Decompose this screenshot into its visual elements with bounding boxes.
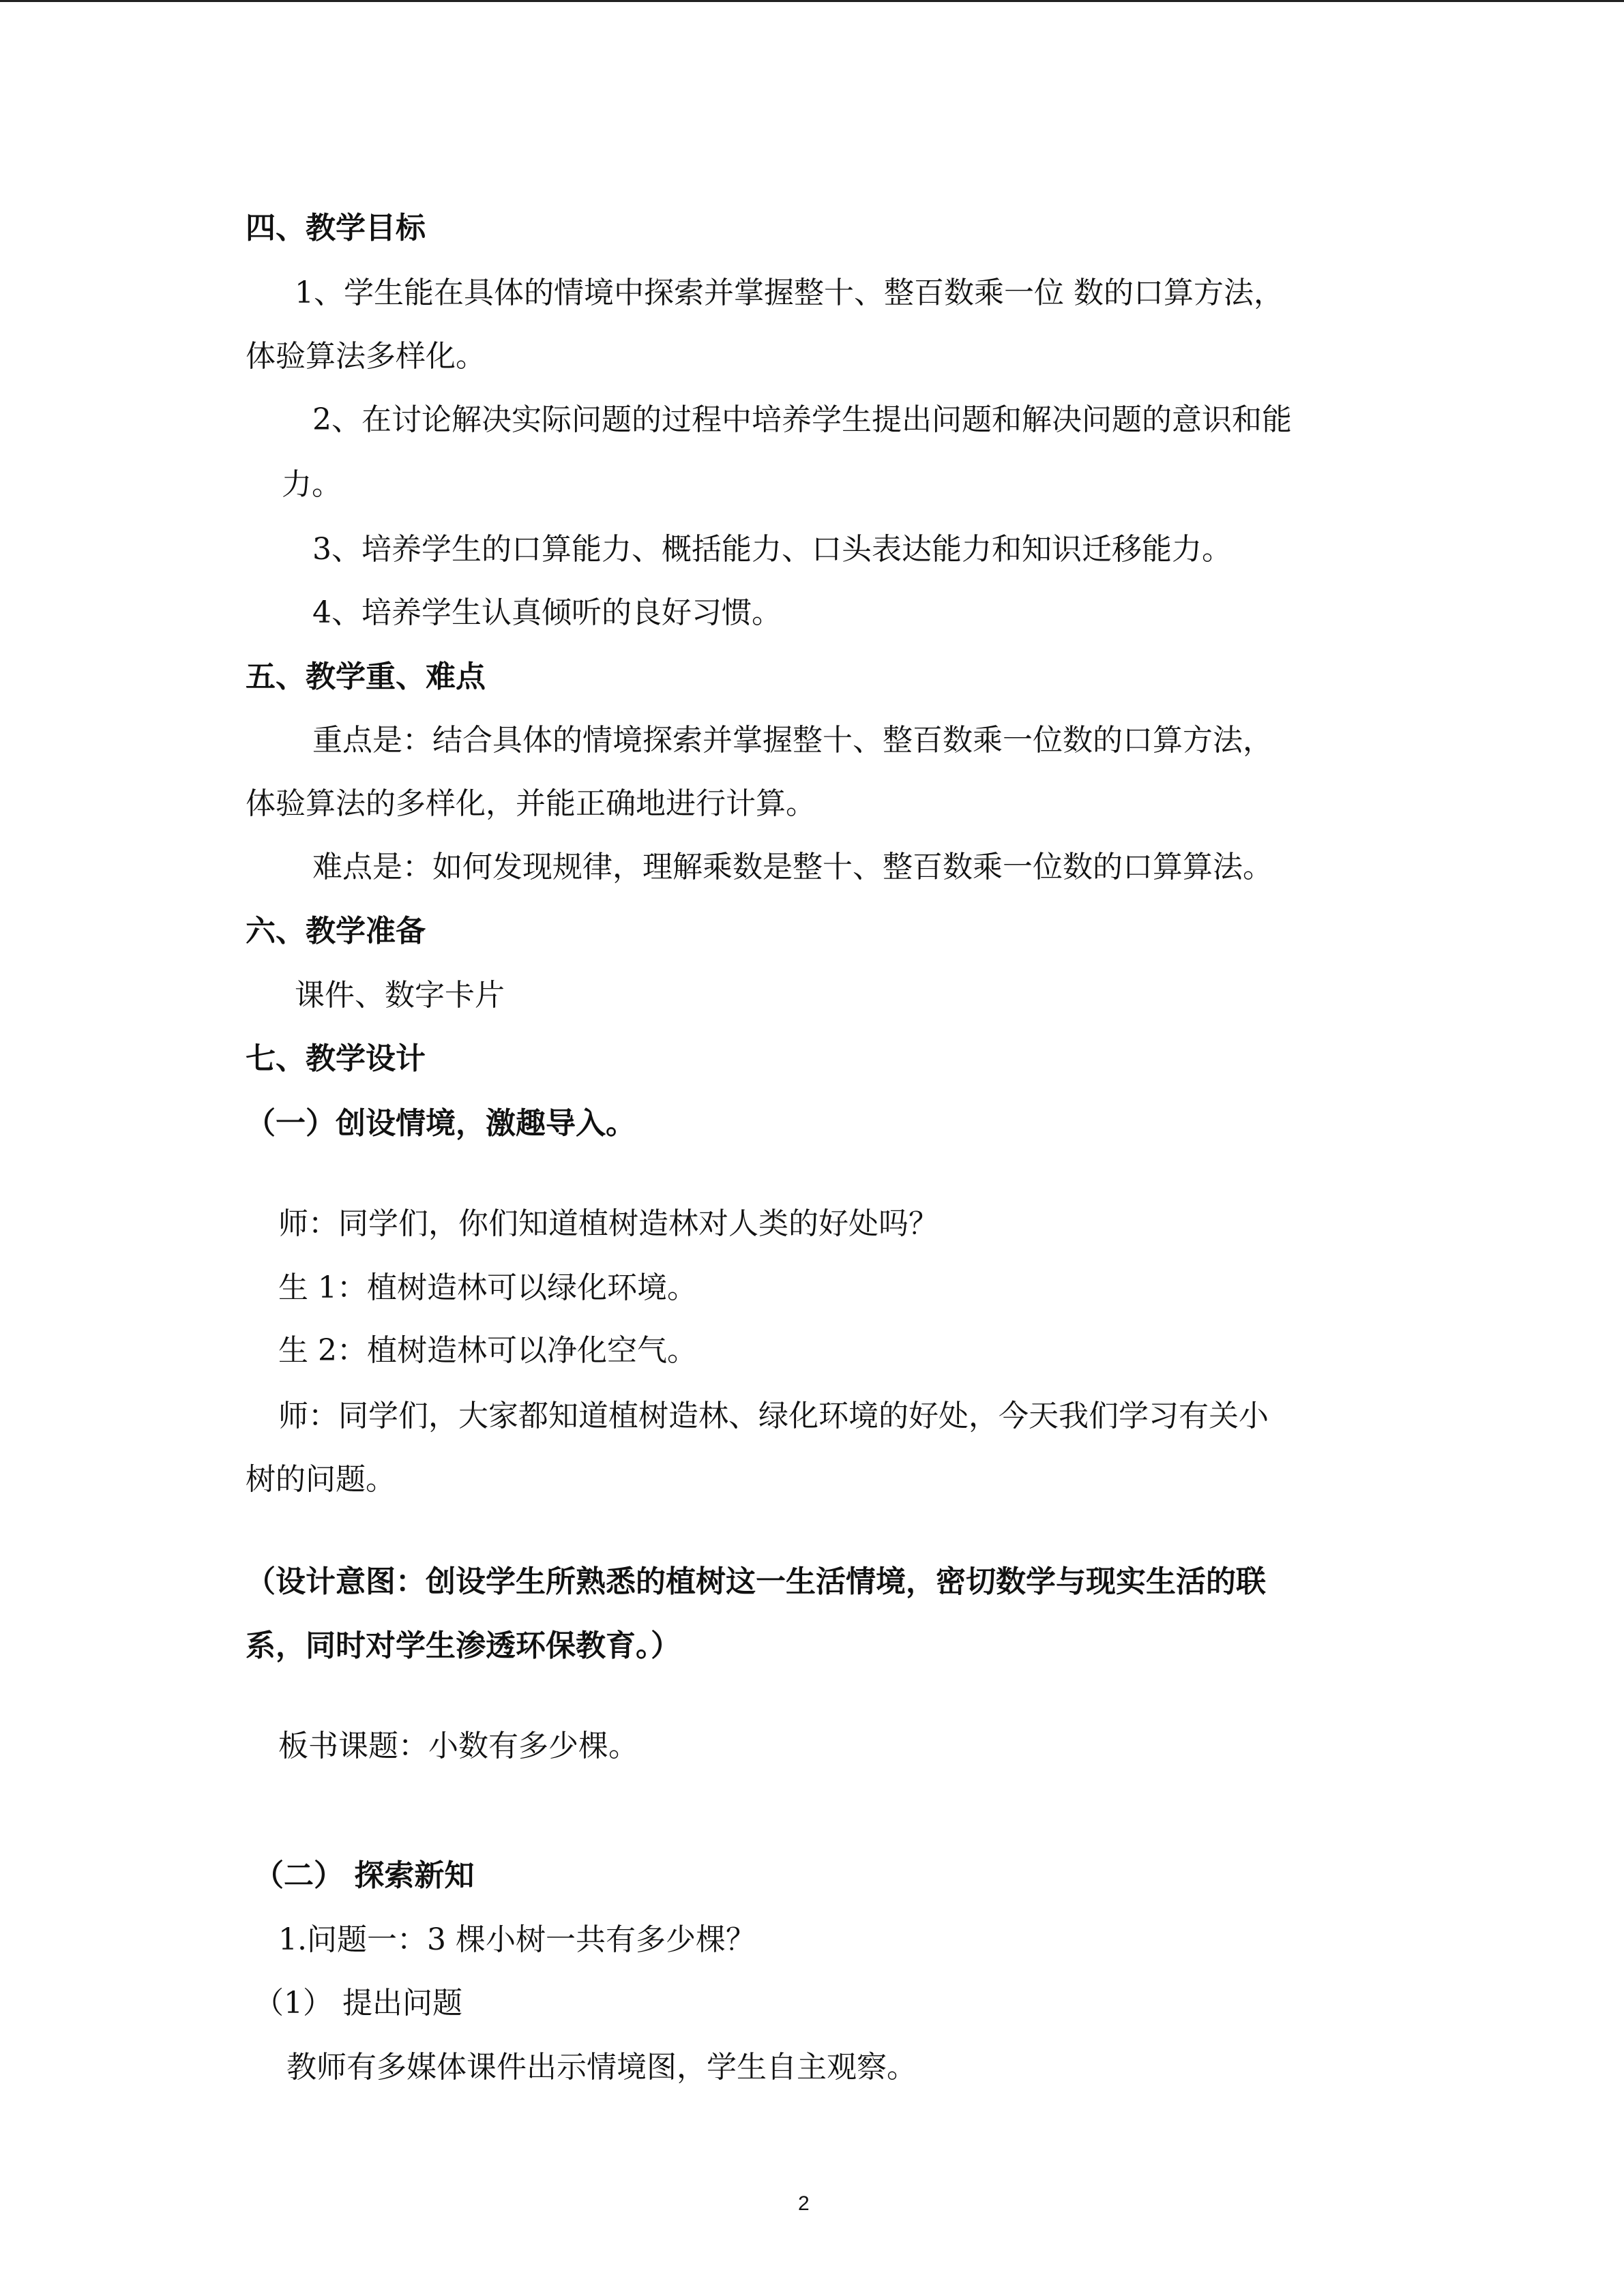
key-point-line-1: 重点是：结合具体的情境探索并掌握整十、整百数乘一位数的口算方法， [312, 723, 1273, 758]
difficult-point: 难点是：如何发现规律，理解乘数是整十、整百数乘一位数的口算算法。 [312, 850, 1273, 884]
goal-item-2-line-1: 2、在讨论解决实际问题的过程中培养学生提出问题和解决问题的意识和能 [312, 402, 1292, 437]
design-intent-line-1: （设计意图：创设学生所熟悉的植树这一生活情境，密切数学与现实生活的联 [246, 1564, 1266, 1599]
page-number: 2 [798, 2192, 810, 2215]
section-title-teaching-design: 七、教学设计 [246, 1041, 426, 1076]
question-one: 1.问题一：3 棵小树一共有多少棵？ [278, 1922, 756, 1957]
dialog-teacher-statement-line-2: 树的问题。 [246, 1462, 396, 1497]
key-point-line-2: 体验算法的多样化，并能正确地进行计算。 [246, 786, 816, 821]
step-1-title: （1） 提出问题 [254, 1986, 462, 2021]
part2-title: （二） 探索新知 [254, 1858, 475, 1893]
part1-title: （一）创设情境，激趣导入。 [246, 1106, 636, 1141]
goal-item-4: 4、培养学生认真倾听的良好习惯。 [312, 595, 782, 630]
goal-item-1-line-2: 体验算法多样化。 [246, 339, 486, 374]
dialog-teacher-statement-line-1: 师：同学们，大家都知道植树造林、绿化环境的好处，今天我们学习有关小 [278, 1399, 1269, 1433]
dialog-student-2: 生 2：植树造林可以净化空气。 [278, 1333, 697, 1368]
top-border-line [0, 0, 1624, 2]
goal-item-3: 3、培养学生的口算能力、概括能力、口头表达能力和知识迁移能力。 [312, 532, 1232, 567]
dialog-student-1: 生 1：植树造林可以绿化环境。 [278, 1270, 697, 1305]
section-title-key-difficult-points: 五、教学重、难点 [246, 659, 486, 694]
step-1-content: 教师有多媒体课件出示情境图，学生自主观察。 [286, 2050, 917, 2085]
section-title-teaching-preparation: 六、教学准备 [246, 914, 426, 949]
preparation-content: 课件、数字卡片 [295, 978, 505, 1013]
design-intent-line-2: 系，同时对学生渗透环保教育。） [246, 1628, 681, 1663]
goal-item-2-line-2: 力。 [282, 467, 342, 502]
dialog-teacher-question: 师：同学们，你们知道植树造林对人类的好处吗？ [278, 1206, 939, 1241]
section-title-teaching-goals: 四、教学目标 [246, 211, 426, 245]
goal-item-1-line-1: 1、学生能在具体的情境中探索并掌握整十、整百数乘一位 数的口算方法， [295, 275, 1284, 310]
board-title: 板书课题：小数有多少棵。 [278, 1729, 638, 1763]
